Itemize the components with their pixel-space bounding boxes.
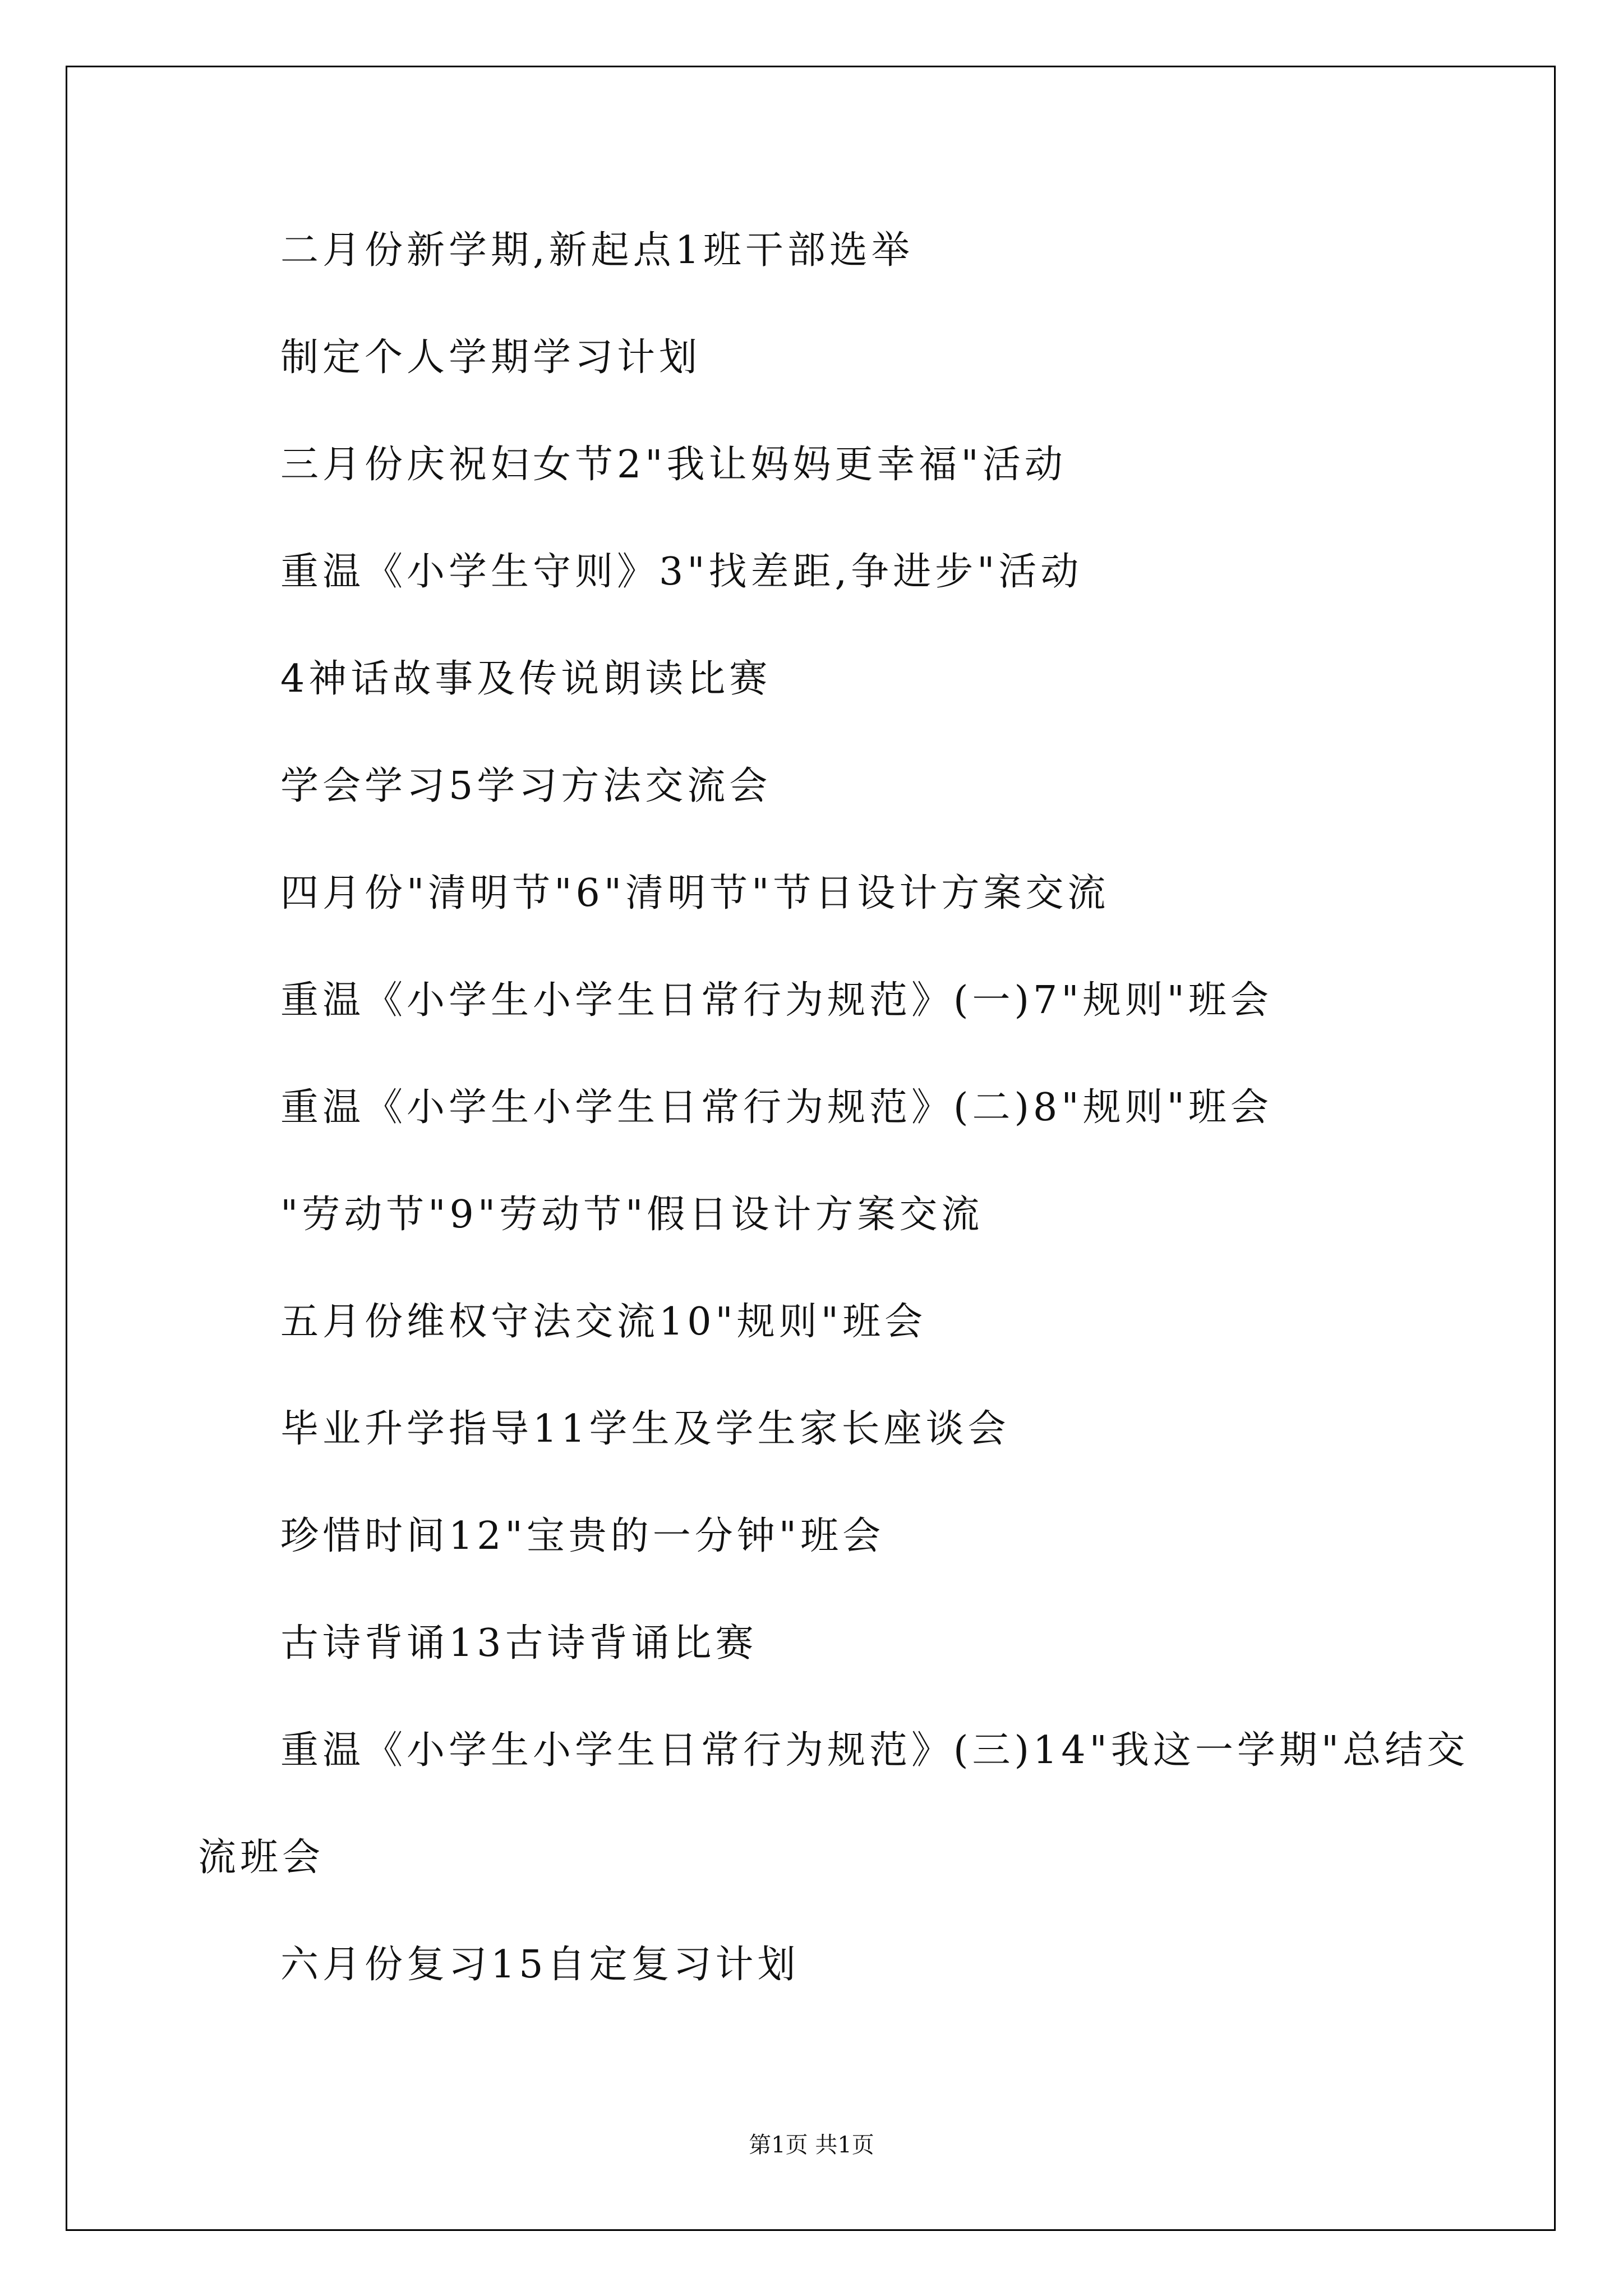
text-line: 四月份"清明节"6"清明节"节日设计方案交流 (280, 871, 1110, 915)
text-line: 学会学习5学习方法交流会 (280, 764, 772, 808)
text-line: 古诗背诵13古诗背诵比赛 (280, 1621, 758, 1665)
page-border (66, 66, 1556, 2231)
text-line: "劳动节"9"劳动节"假日设计方案交流 (280, 1193, 984, 1237)
text-line-continuation: 流班会 (198, 1835, 325, 1880)
text-line: 4神话故事及传说朗读比赛 (280, 657, 772, 701)
text-line: 毕业升学指导11学生及学生家长座谈会 (280, 1407, 1010, 1451)
text-line: 重温《小学生守则》3"找差距,争进步"活动 (280, 550, 1083, 594)
text-line: 二月份新学期,新起点1班干部选举 (280, 228, 914, 273)
text-line: 重温《小学生小学生日常行为规范》(一)7"规则"班会 (280, 978, 1272, 1023)
text-line: 重温《小学生小学生日常行为规范》(二)8"规则"班会 (280, 1085, 1272, 1130)
text-line: 三月份庆祝妇女节2"我让妈妈更幸福"活动 (280, 443, 1067, 487)
text-line: 重温《小学生小学生日常行为规范》(三)14"我这一学期"总结交 (280, 1728, 1469, 1773)
text-line: 珍惜时间12"宝贵的一分钟"班会 (280, 1514, 885, 1558)
text-line: 制定个人学期学习计划 (280, 335, 702, 380)
text-line: 六月份复习15自定复习计划 (280, 1943, 800, 1987)
page-footer: 第1页 共1页 (749, 2132, 874, 2158)
text-line: 五月份维权守法交流10"规则"班会 (280, 1300, 927, 1344)
